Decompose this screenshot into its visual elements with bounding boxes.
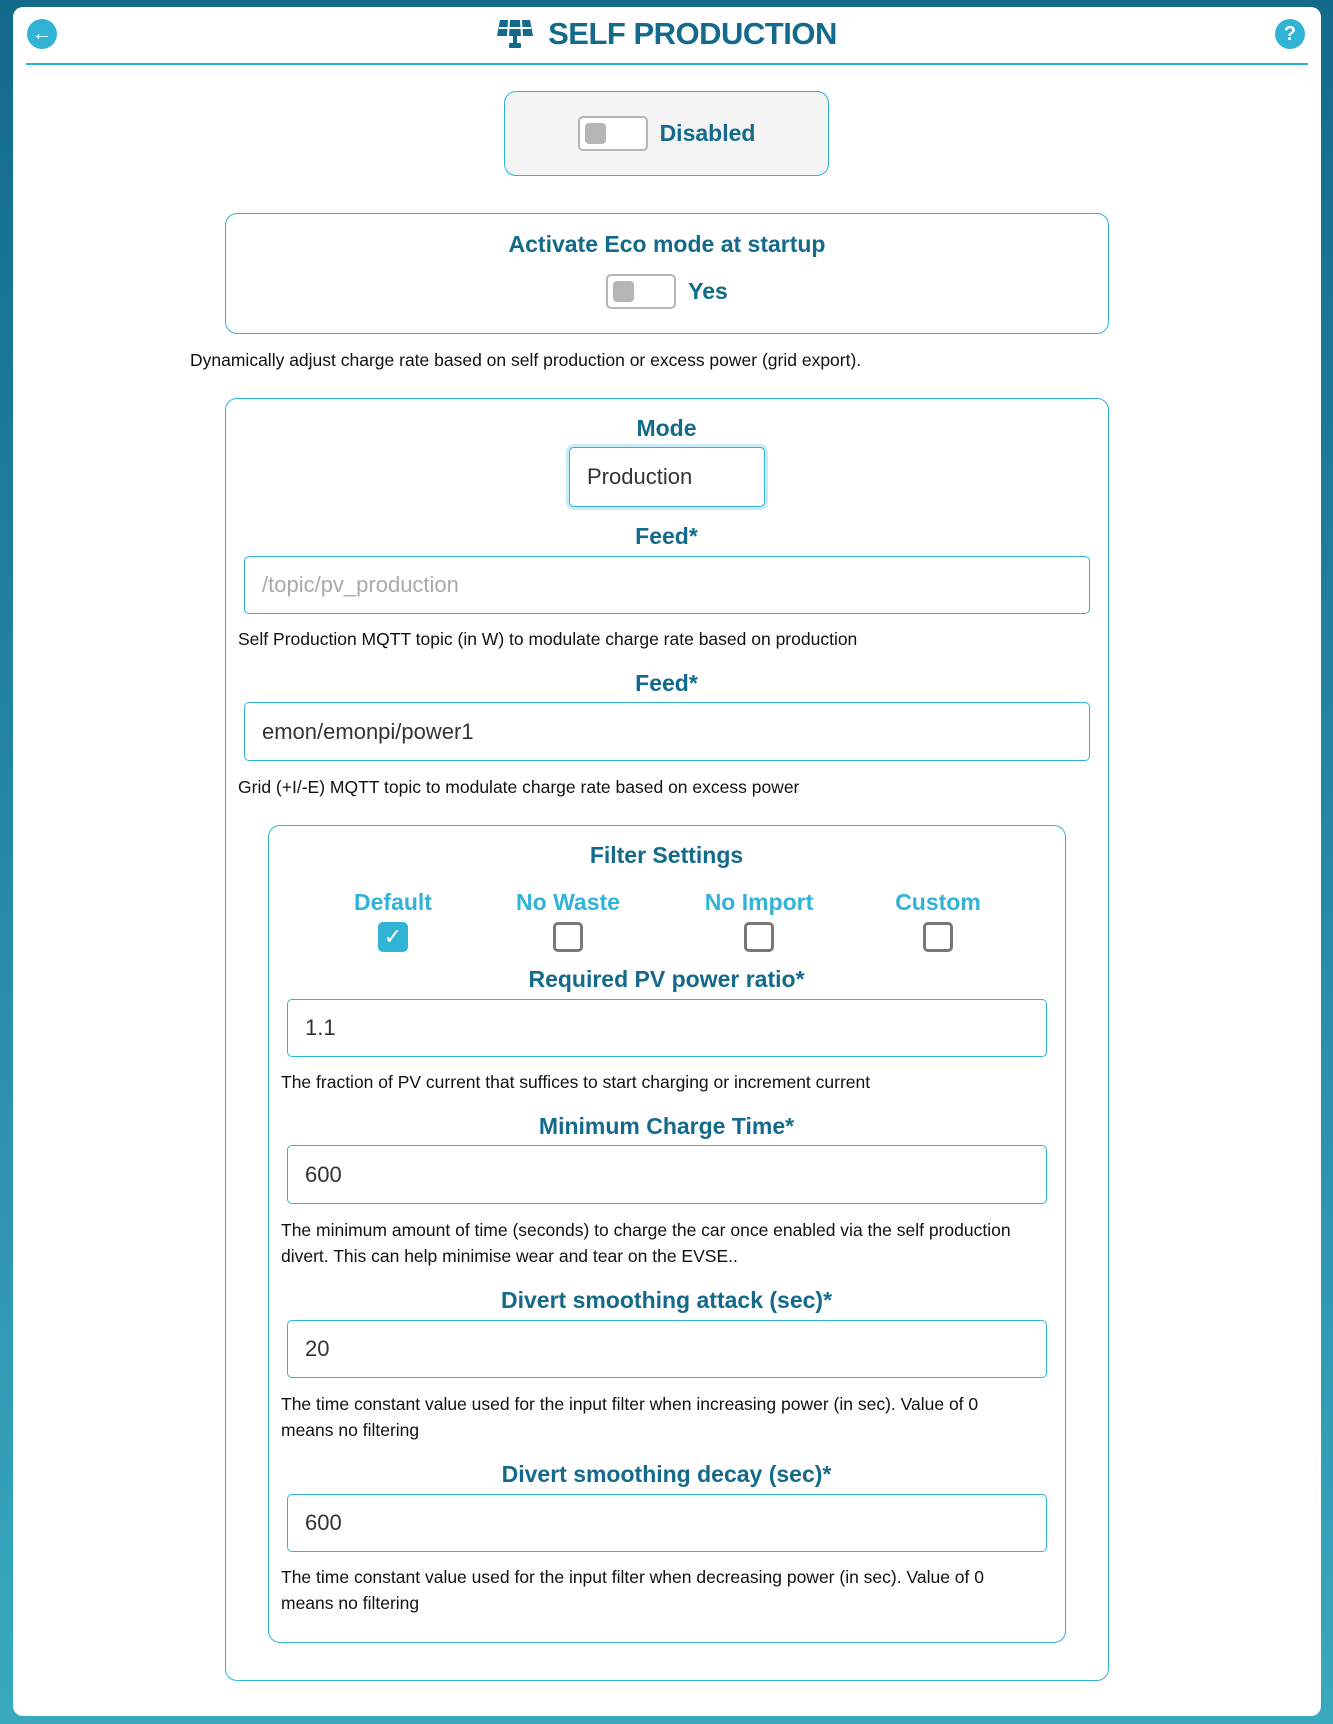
filter-title: Filter Settings: [589, 842, 744, 868]
enable-panel: [504, 91, 829, 176]
enable-label: Disabled: [659, 120, 756, 146]
feed-grid-label: Feed*: [635, 670, 698, 696]
eco-panel: [225, 213, 1109, 334]
enable-toggle[interactable]: [578, 116, 648, 151]
decay-input[interactable]: 600: [287, 1494, 1047, 1552]
min-charge-time-input[interactable]: 600: [287, 1145, 1047, 1204]
attack-input[interactable]: 20: [287, 1320, 1047, 1378]
min-charge-time-help: The minimum amount of time (seconds) to charge the car once enabled via the self production divert. This can help minimise wear and tear on the EVSE..: [281, 1220, 1011, 1266]
min-charge-time-label: Minimum Charge Time*: [538, 1113, 795, 1139]
description-text: Dynamically adjust charge rate based on self production or excess power (grid export).: [190, 350, 862, 370]
solar-panel-icon: [496, 18, 534, 50]
filter-option-default[interactable]: [303, 889, 483, 952]
mode-label: Mode: [636, 415, 697, 441]
pv-ratio-label: Required PV power ratio*: [528, 966, 805, 992]
feed-production-input[interactable]: [244, 556, 1090, 614]
page-title: SELF PRODUCTION: [548, 16, 837, 51]
help-icon[interactable]: ?: [1275, 19, 1305, 49]
attack-help: The time constant value used for the input filter when increasing power (in sec). Value of 0 means no filtering: [281, 1394, 979, 1440]
checkbox[interactable]: [553, 922, 583, 952]
checkbox[interactable]: [923, 922, 953, 952]
mode-select[interactable]: Production: [569, 447, 765, 507]
page-header: [0, 16, 1333, 52]
option-label: Custom: [895, 889, 981, 915]
filter-option-no-waste[interactable]: [478, 889, 658, 952]
feed-grid-help: Grid (+I/-E) MQTT topic to modulate charge rate based on excess power: [238, 777, 800, 797]
option-label: Default: [354, 889, 432, 915]
header-divider: [26, 63, 1308, 65]
pv-ratio-help: The fraction of PV current that suffices to start charging or increment current: [281, 1072, 871, 1092]
attack-label: Divert smoothing attack (sec)*: [500, 1287, 833, 1313]
feed-production-placeholder: /topic/pv_production: [262, 572, 459, 597]
feed-production-label: Feed*: [635, 523, 698, 549]
decay-label: Divert smoothing decay (sec)*: [501, 1461, 832, 1487]
feed-grid-input[interactable]: emon/emonpi/power1: [244, 702, 1090, 761]
checkbox[interactable]: [744, 922, 774, 952]
decay-help: The time constant value used for the input filter when decreasing power (in sec). Value of 0 means no filtering: [281, 1567, 984, 1613]
filter-option-no-import[interactable]: [669, 889, 849, 952]
eco-title: Activate Eco mode at startup: [508, 231, 826, 257]
eco-toggle[interactable]: [606, 274, 676, 309]
filter-option-custom[interactable]: [848, 889, 1028, 952]
pv-ratio-input[interactable]: 1.1: [287, 999, 1047, 1057]
eco-label: Yes: [688, 278, 728, 304]
feed-production-help: Self Production MQTT topic (in W) to modulate charge rate based on production: [238, 629, 858, 649]
option-label: No Waste: [516, 889, 620, 915]
checkbox-checked-icon[interactable]: ✓: [378, 922, 408, 952]
back-arrow-icon[interactable]: ←: [27, 19, 57, 49]
option-label: No Import: [704, 889, 814, 915]
